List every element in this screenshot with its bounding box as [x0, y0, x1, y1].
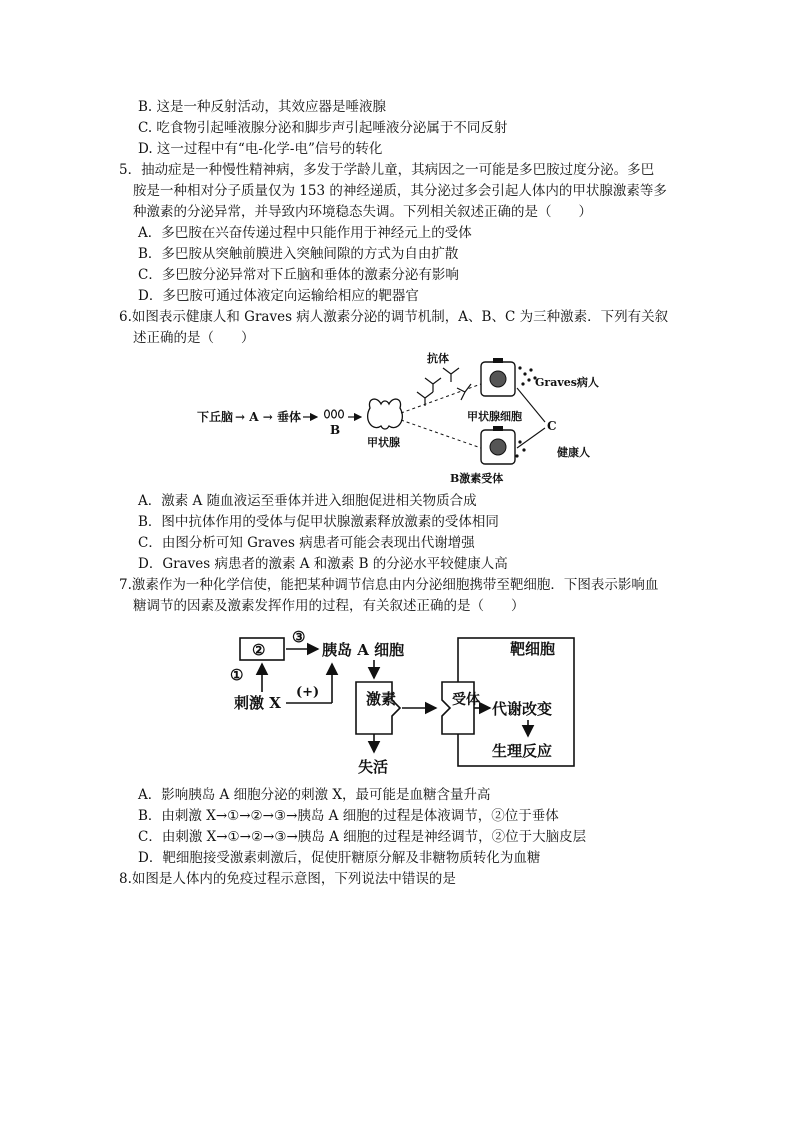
- healthy-thyroid-cell-icon: [481, 426, 526, 464]
- q6-option-b: B．图中抗体作用的受体与促甲状腺激素释放激素的受体相同: [138, 514, 499, 530]
- physiological-response-label: 生理反应: [492, 742, 553, 760]
- hormone-c-label: C: [547, 419, 557, 433]
- q6-option-c: C．由图分析可知 Graves 病患者可能会表现出代谢增强: [138, 535, 475, 551]
- dashed-line-bottom: [401, 420, 481, 448]
- q4-option-d: D. 这一过程中有“电-化学-电”信号的转化: [138, 141, 383, 157]
- hypothalamus-label: 下丘脑: [197, 410, 234, 424]
- q6-option-d: D．Graves 病患者的激素 A 和激素 B 的分泌水平较健康人高: [138, 556, 508, 572]
- label-2: ②: [252, 641, 266, 659]
- q4-option-c: C. 吃食物引起唾液腺分泌和脚步声引起唾液分泌属于不同反射: [138, 120, 508, 136]
- q7-stem-line2: 糖调节的因素及激素发挥作用的过程，有关叙述正确的是（ ）: [133, 598, 525, 614]
- q7-option-d: D．靶细胞接受激素刺激后，促使肝糖原分解及非糖物质转化为血糖: [138, 850, 541, 866]
- hormone-b-droplets-icon: [325, 410, 344, 418]
- pituitary-label: 垂体: [277, 410, 302, 424]
- plus-label: (+): [296, 685, 320, 700]
- q5-option-c: C．多巴胺分泌异常对下丘脑和垂体的激素分泌有影响: [138, 267, 459, 283]
- q5-option-d: D．多巴胺可通过体液定向运输给相应的靶器官: [138, 288, 419, 304]
- blood-sugar-diagram: [228, 626, 584, 778]
- antibody-icon: [417, 368, 471, 406]
- q4-option-b: B. 这是一种反射活动，其效应器是唾液腺: [138, 99, 387, 115]
- thyroid-label: 甲状腺: [367, 436, 400, 449]
- graves-thyroid-cell-icon: [481, 358, 537, 396]
- q7-option-a: A．影响胰岛 A 细胞分泌的刺激 X，最可能是血糖含量升高: [138, 787, 491, 803]
- c-line-bottom: [517, 428, 545, 448]
- q5-option-a: A．多巴胺在兴奋传递过程中只能作用于神经元上的受体: [138, 225, 472, 241]
- hormone-b-label: B: [330, 423, 341, 437]
- q5-stem-line3: 种激素的分泌异常，并导致内环境稳态失调。下列相关叙述正确的是（ ）: [133, 204, 592, 220]
- b-receptor-label: B激素受体: [450, 472, 504, 485]
- target-cell-label: 靶细胞: [510, 640, 556, 658]
- islet-a-cell-label: 胰岛 A 细胞: [322, 641, 405, 659]
- graves-diagram: [195, 348, 615, 488]
- q6-stem-line2: 述正确的是（ ）: [133, 330, 255, 346]
- q6-option-a: A．激素 A 随血液运至垂体并进入细胞促进相关物质合成: [138, 493, 477, 509]
- label-3: ③: [292, 628, 306, 646]
- q5-option-b: B．多巴胺从突触前膜进入突触间隙的方式为自由扩散: [138, 246, 459, 262]
- q5-stem-line1: 5．抽动症是一种慢性精神病，多发于学龄儿童，其病因之一可能是多巴胺过度分泌。多巴: [119, 162, 655, 178]
- stimulus-x-label: 刺激 X: [234, 694, 281, 712]
- hormone-label: 激素: [366, 690, 397, 708]
- thyroid-cell-label: 甲状腺细胞: [467, 410, 522, 423]
- receptor-label: 受体: [452, 692, 480, 708]
- receptor-box: [442, 682, 474, 734]
- thyroid-gland-icon: [368, 399, 403, 429]
- antibody-label: 抗体: [427, 352, 449, 365]
- q8-stem-line1: 8.如图是人体内的免疫过程示意图，下列说法中错误的是: [119, 871, 456, 887]
- q6-stem-line1: 6.如图表示健康人和 Graves 病人激素分泌的调节机制，A、B、C 为三种激素．下列有关叙: [119, 309, 669, 325]
- inactive-label: 失活: [358, 758, 389, 776]
- q5-stem-line2: 胺是一种相对分子质量仅为 153 的神经递质，其分泌过多会引起人体内的甲状腺激素等多: [133, 183, 667, 199]
- q7-option-c: C．由刺激 X→①→②→③→胰岛 A 细胞的过程是神经调节，②位于大脑皮层: [138, 829, 587, 845]
- metabolism-label: 代谢改变: [492, 700, 553, 718]
- dashed-line-top: [401, 384, 481, 413]
- healthy-person-label: 健康人: [557, 446, 590, 459]
- label-1: ①: [230, 666, 244, 684]
- graves-patient-label: Graves病人: [535, 376, 599, 389]
- q7-option-b: B．由刺激 X→①→②→③→胰岛 A 细胞的过程是体液调节，②位于垂体: [138, 808, 559, 824]
- hormone-a-label: → A →: [235, 410, 273, 424]
- q7-stem-line1: 7.激素作为一种化学信使，能把某种调节信息由内分泌细胞携带至靶细胞．下图表示影响血: [119, 577, 659, 593]
